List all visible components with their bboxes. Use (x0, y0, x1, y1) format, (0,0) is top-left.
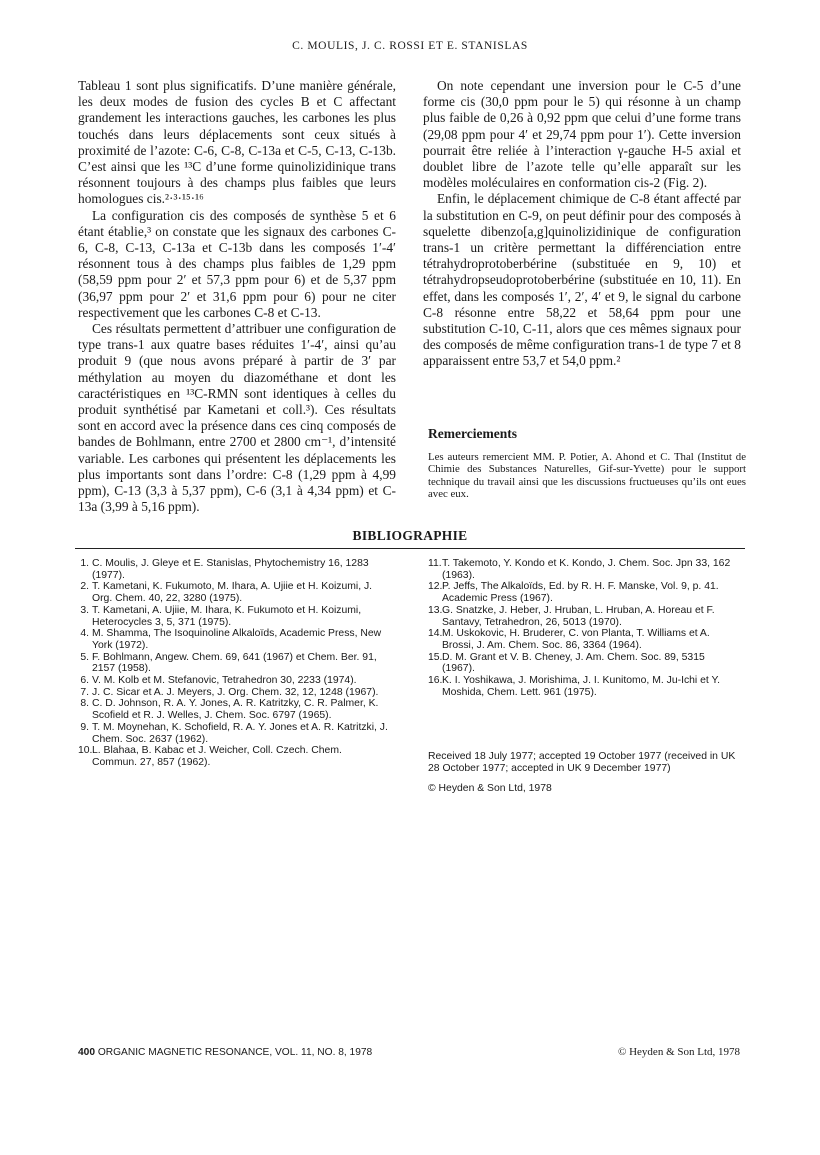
reference-text: L. Blahaa, B. Kabac et J. Weicher, Coll. Czech. Chem. Commun. 27, 857 (1962). (92, 745, 342, 768)
reference-text: T. M. Moynehan, K. Schofield, R. A. Y. Jones et A. R. Katritzki, J. Chem. Soc. 2637 (1962). (92, 721, 388, 745)
reference-item (428, 675, 738, 698)
reference-number: 9. (80, 721, 89, 733)
body-column-left (78, 78, 396, 515)
reference-item (78, 745, 388, 768)
running-header: C. MOULIS, J. C. ROSSI ET E. STANISLAS (292, 40, 528, 52)
reference-number: 13. (428, 604, 443, 616)
paragraph: On note cependant une inversion pour le C-5 d’une forme cis (30,0 ppm pour le 5) qui résonne à un champ plus faible de 0,26 à 0,92 ppm que celui d’une forme trans (29,08 ppm pour 4′ et 29,74 ppm pour 1′). Cette inversion pourrait être reliée à l’interaction γ-gauche H-5 axial et doublet libre de l’azote telle qu’elle apparaît sur les modèles moléculaires en conformation cis-2 (Fig. 2). (423, 78, 741, 191)
reference-text: P. Jeffs, The Alkaloïds, Ed. by R. H. F. Manske, Vol. 9, p. 41. Academic Press (1967). (442, 581, 719, 605)
reference-text: M. Uskokovic, H. Bruderer, C. von Planta, T. Williams et A. Brossi, J. Am. Chem. Soc. 86, 3364 (1964). (442, 628, 710, 651)
reference-number: 11. (428, 558, 442, 569)
paragraph: Enfin, le déplacement chimique de C-8 étant affecté par la substitution en C-9, on peut définir pour des composés à squelette dibenzo[a,g]quinolizidinique de configuration trans-1 un critère permettant la différenciation entre tétrahydroprotoberbérine (substituée en 9, 10) et tétrahydropseudoprotoberbérine (substituée en 10, 11). En effet, dans les composés 1′, 2′, 4′ et 9, le signal du carbone C-8 résonne entre 58,22 et 58,64 ppm pour une substitution C-10, C-11, alors que ces mêmes signaux pour des composés de même configuration trans-1 de type 7 et 8 apparaissent entre 53,7 et 54,0 ppm.² (423, 191, 741, 369)
reference-number: 8. (80, 698, 89, 710)
reference-number: 10. (78, 745, 93, 757)
reference-item (78, 722, 388, 745)
reference-text: V. M. Kolb et M. Stefanovic, Tetrahedron 30, 2233 (1974). (92, 675, 357, 687)
received-dates: Received 18 July 1977; accepted 19 October 1977 (received in UK 28 October 1977; accepted in UK 9 December 1977) (428, 751, 736, 774)
copyright-notice: © Heyden & Son Ltd, 1978 (428, 783, 552, 794)
page-number: 400 (78, 1047, 95, 1058)
reference-number: 1. (80, 558, 89, 569)
reference-item (428, 581, 738, 604)
reference-item (78, 698, 388, 721)
reference-item (78, 558, 388, 581)
reference-number: 16. (428, 675, 443, 687)
paragraph: La configuration cis des composés de synthèse 5 et 6 étant établie,³ on constate que les signaux des carbones C-6, C-8, C-13, C-13a et C-13b dans les composés 1′-4′ résonnent tous à des champs plus faibles de 1,29 ppm (58,59 ppm pour 2′ et 57,3 ppm pour 6) et de 5,37 ppm (36,97 ppm pour 2′ et 31,6 ppm pour 6) pour ne citer respectivement que les carbones C-8 et C-13. (78, 207, 396, 320)
reference-number: 5. (80, 651, 89, 663)
body-column-right (423, 78, 741, 370)
reference-text: M. Shamma, The Isoquinoline Alkaloïds, Academic Press, New York (1972). (92, 628, 382, 651)
reference-item (428, 652, 738, 675)
paragraph: Ces résultats permettent d’attribuer une configuration de type trans-1 aux quatre bases réduites 1′-4′, ainsi qu’au produit 9 (que nous avons préparé à partir de 3′ par méthylation au moyen du diazométhane et dont les caractéristiques en ¹³C-RMN sont identiques à celles du produit synthétisé par Kametani et coll.³). Ces résultats sont en accord avec la présence dans ces cinq composés de bandes de Bohlmann, entre 2700 et 2800 cm⁻¹, d’intensité variable. Les carbones qui présentent les déplacements les plus importants sont dans l’ordre: C-8 (1,29 ppm à 4,99 ppm), C-13 (3,3 à 5,37 ppm), C-6 (3,1 à 4,34 ppm) et C-13a (3,99 à 5,16 ppm). (78, 321, 396, 515)
reference-item (428, 628, 738, 651)
reference-item (78, 581, 388, 604)
footer-journal (78, 1047, 372, 1058)
reference-text: F. Bohlmann, Angew. Chem. 69, 641 (1967) et Chem. Ber. 91, 2157 (1958). (92, 651, 377, 675)
reference-text: T. Kametani, K. Fukumoto, M. Ihara, A. Ujiie et H. Koizumi, J. Org. Chem. 40, 22, 3280 (1975). (92, 581, 373, 605)
acknowledgements-text: Les auteurs remercient MM. P. Potier, A. Ahond et C. Thal (Institut de Chimie des Substances Naturelles, Gif-sur-Yvette) pour le support technique du travail ainsi que les discussions fructueuses qu’ils ont eues avec eux. (428, 451, 746, 501)
reference-number: 7. (80, 686, 89, 698)
reference-text: G. Snatzke, J. Heber, J. Hruban, L. Hruban, A. Horeau et F. Santavy, Tetrahedron, 26, 5013 (1970). (442, 604, 715, 628)
reference-item (78, 628, 388, 651)
reference-number: 6. (80, 675, 89, 687)
reference-item (78, 652, 388, 675)
reference-number: 14. (428, 628, 443, 640)
reference-item (78, 675, 388, 687)
reference-number: 3. (80, 604, 89, 616)
acknowledgements-title: Remerciements (428, 426, 517, 441)
reference-item (78, 605, 388, 628)
reference-item (428, 558, 738, 581)
reference-text: C. Moulis, J. Gleye et E. Stanislas, Phytochemistry 16, 1283 (1977). (92, 558, 369, 581)
reference-number: 12. (428, 581, 443, 593)
reference-number: 2. (80, 581, 89, 593)
reference-text: K. I. Yoshikawa, J. Morishima, J. I. Kunitomo, M. Ju-Ichi et Y. Moshida, Chem. Lett. 961 (1975). (442, 675, 720, 698)
bibliography-title: BIBLIOGRAPHIE (352, 528, 468, 543)
reference-item (78, 687, 388, 699)
reference-text: J. C. Sicar et A. J. Meyers, J. Org. Chem. 32, 12, 1248 (1967). (92, 686, 379, 698)
journal-citation: ORGANIC MAGNETIC RESONANCE, VOL. 11, NO. 8, 1978 (97, 1047, 373, 1058)
reference-text: T. Takemoto, Y. Kondo et K. Kondo, J. Chem. Soc. Jpn 33, 162 (1963). (442, 558, 731, 581)
footer-copyright: © Heyden & Son Ltd, 1978 (618, 1046, 741, 1058)
reference-number: 4. (80, 628, 89, 640)
reference-text: D. M. Grant et V. B. Cheney, J. Am. Chem. Soc. 89, 5315 (1967). (442, 651, 705, 675)
bibliography-divider (75, 548, 745, 549)
reference-text: T. Kametani, A. Ujiie, M. Ihara, K. Fukumoto et H. Koizumi, Heterocycles 3, 5, 371 (1975). (92, 604, 362, 628)
reference-item (428, 605, 738, 628)
reference-list-right (428, 558, 738, 698)
reference-text: C. D. Johnson, R. A. Y. Jones, A. R. Katritzky, C. R. Palmer, K. Scofield et R. J. Welles, J. Chem. Soc. 6797 (1965). (92, 698, 379, 722)
reference-list-left (78, 558, 388, 769)
reference-number: 15. (428, 651, 443, 663)
paragraph: Tableau 1 sont plus significatifs. D’une manière générale, les deux modes de fusion des cycles B et C affectant grandement les interactions gauches, les carbones les plus touchés dans leurs déplacements sont ceux situés à proximité de l’azote: C-6, C-8, C-13a et C-5, C-13, C-13b. C’est ainsi que les ¹³C d’une forme quinolizidinique trans résonnent toujours à des champs plus faibles que leurs homologues cis.²·³·¹⁵·¹⁶ (78, 78, 396, 207)
